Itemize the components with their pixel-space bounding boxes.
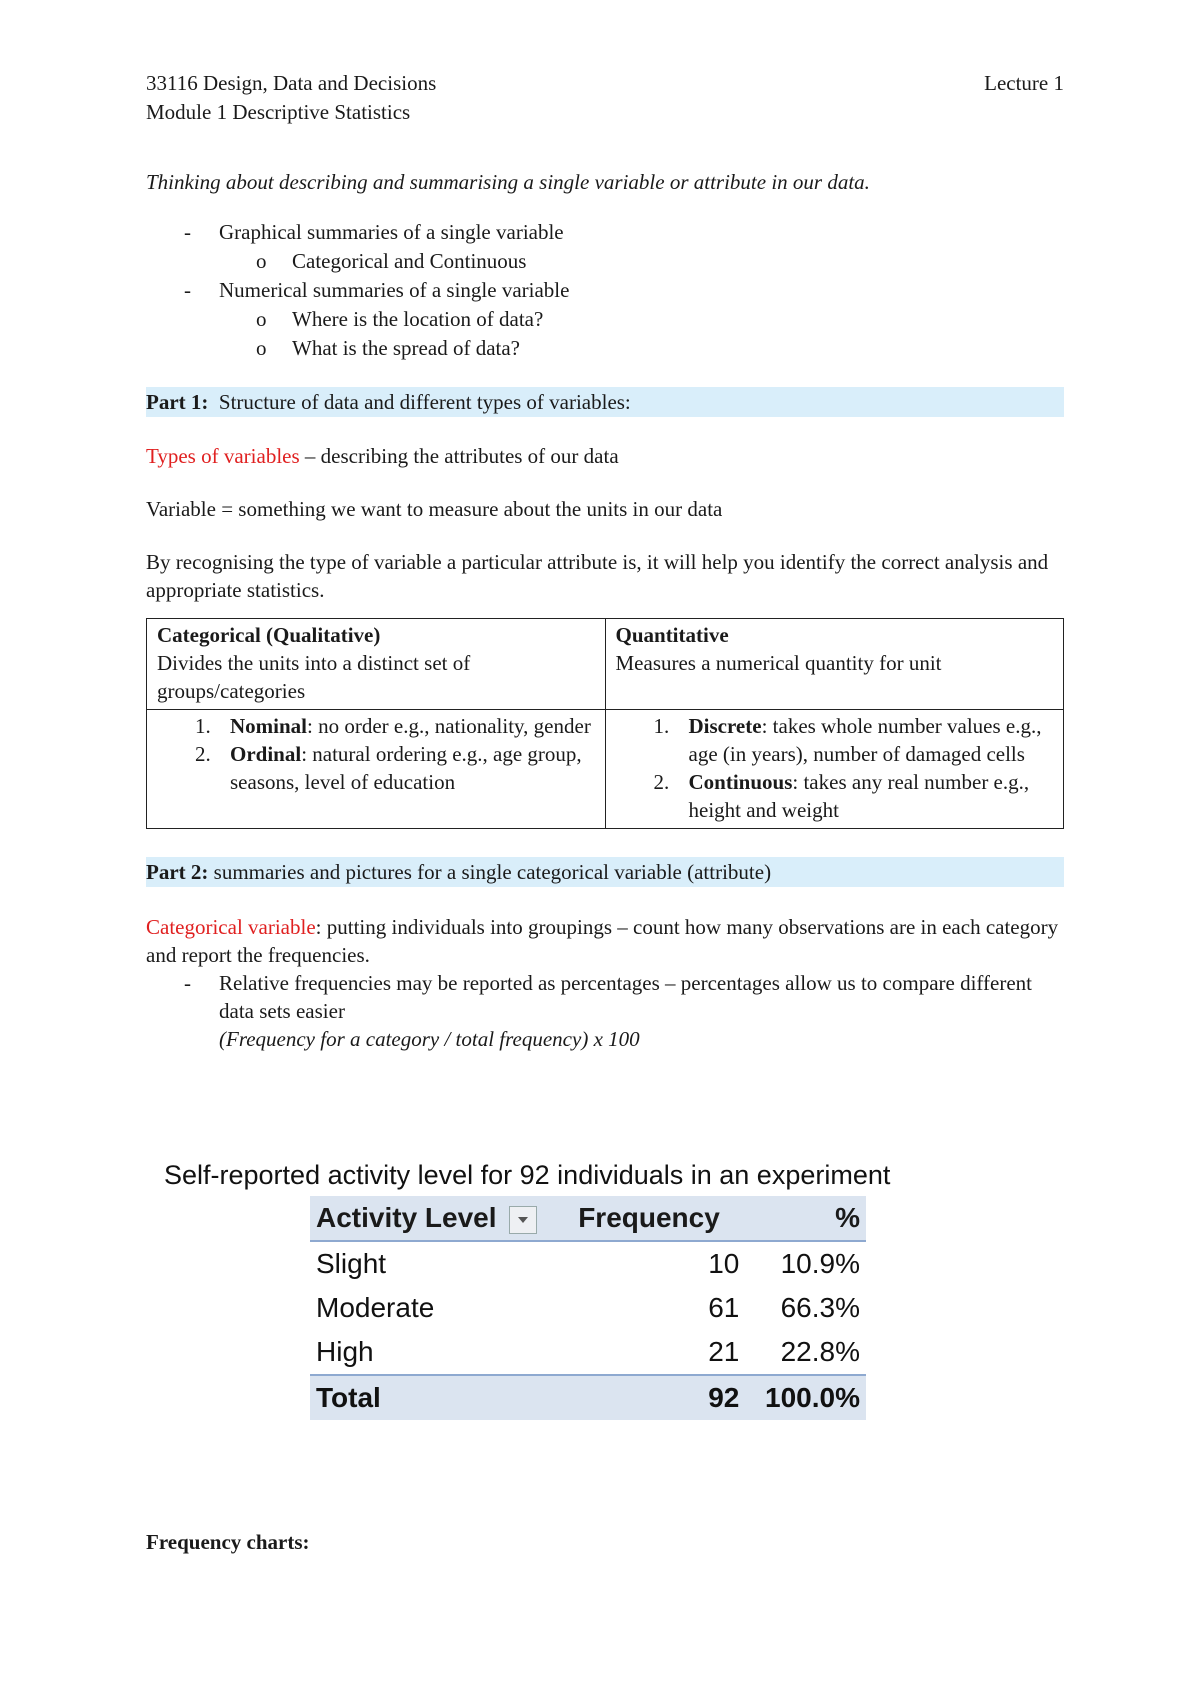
- list-item: 2. Continuous: takes any real number e.g., height and weight: [653, 770, 1030, 822]
- variable-types-table: [146, 618, 1064, 829]
- table-cell: 61: [708, 1292, 740, 1323]
- types-heading: Types of variables – describing the attributes of our data: [146, 444, 619, 468]
- quantitative-header-cell: Quantitative Measures a numerical quantity for unit: [605, 619, 1064, 710]
- table-cell: 66.3%: [780, 1292, 860, 1323]
- list-item: 2. Ordinal: natural ordering e.g., age group, seasons, level of education: [195, 742, 582, 794]
- table-cell: 100.0%: [765, 1382, 860, 1413]
- outline-item: - Graphical summaries of a single variable o Categorical and Continuous: [146, 218, 1064, 276]
- table-cell: High: [316, 1336, 374, 1367]
- header-row: [146, 68, 1064, 98]
- module-title: Module 1 Descriptive Statistics: [146, 100, 411, 124]
- table-cell: 21: [708, 1336, 740, 1367]
- variable-definition: Variable = something we want to measure about the units in our data: [146, 497, 723, 521]
- column-header-activity: Activity Level: [310, 1196, 572, 1241]
- table-row: [310, 1241, 866, 1286]
- total-row: [310, 1375, 866, 1420]
- part2-heading: Part 2: summaries and pictures for a single categorical variable (attribute): [146, 857, 1064, 887]
- table-row: [310, 1330, 866, 1375]
- categorical-bullets: [146, 969, 1064, 1053]
- circle-bullet-icon: o: [256, 336, 267, 360]
- filter-dropdown-icon[interactable]: [509, 1206, 537, 1234]
- frequency-table: [310, 1196, 866, 1420]
- categorical-text: Categorical variable: putting individuals into groupings – count how many observations are in each category and report the frequencies.: [146, 915, 1059, 967]
- table-cell: Total: [316, 1382, 381, 1413]
- table-cell: Slight: [316, 1248, 387, 1279]
- table-cell: 10: [708, 1248, 740, 1279]
- circle-bullet-icon: o: [256, 307, 267, 331]
- frequency-charts-heading: Frequency charts:: [146, 1530, 310, 1554]
- table-cell: 22.8%: [780, 1336, 860, 1367]
- outline-item: - Numerical summaries of a single variable o Where is the location of data? o What is the spread of data?: [146, 276, 1064, 363]
- categorical-items-cell: [147, 710, 606, 829]
- outline-list: [146, 218, 1064, 363]
- table-cell: Moderate: [316, 1292, 435, 1323]
- part1-heading: Part 1: Structure of data and different types of variables:: [146, 387, 1064, 417]
- column-header-frequency: Frequency: [578, 1202, 720, 1233]
- table-cell: 92: [708, 1382, 740, 1413]
- frequency-table-figure: [164, 1158, 944, 1420]
- recognising-text: By recognising the type of variable a particular attribute is, it will help you identify the correct analysis and appropriate statistics.: [146, 550, 1049, 602]
- quantitative-items-cell: [605, 710, 1064, 829]
- course-title: 33116 Design, Data and Decisions: [146, 71, 437, 95]
- outline-subitem: o Where is the location of data?: [292, 305, 1064, 334]
- categorical-header-cell: Categorical (Qualitative) Divides the units into a distinct set of groups/categories: [147, 619, 606, 710]
- frequency-table-title: Self-reported activity level for 92 individuals in an experiment: [164, 1160, 891, 1190]
- list-item: - Relative frequencies may be reported as percentages – percentages allow us to compare different data sets easier (Frequency for a category / total frequency) x 100: [146, 969, 1064, 1053]
- intro-text: Thinking about describing and summarising a single variable or attribute in our data.: [146, 170, 870, 194]
- circle-bullet-icon: o: [256, 249, 267, 273]
- table-row: [310, 1286, 866, 1330]
- column-header-percent: %: [835, 1202, 860, 1233]
- frequency-formula: (Frequency for a category / total frequency) x 100: [219, 1027, 640, 1051]
- document-page: [146, 68, 1064, 1053]
- lecture-label: Lecture 1: [984, 71, 1064, 95]
- outline-subitem: o What is the spread of data?: [292, 334, 1064, 363]
- list-item: 1. Discrete: takes whole number values e.g., age (in years), number of damaged cells: [653, 714, 1042, 766]
- outline-subitem: o Categorical and Continuous: [292, 247, 1064, 276]
- list-item: 1. Nominal: no order e.g., nationality, gender: [195, 714, 591, 738]
- table-cell: 10.9%: [780, 1248, 860, 1279]
